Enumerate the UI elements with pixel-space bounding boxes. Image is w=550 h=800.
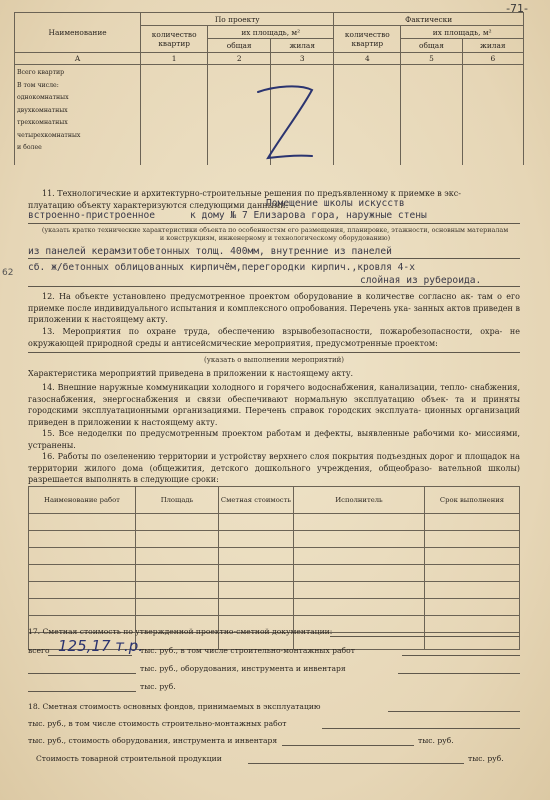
underline [48,655,132,656]
living-header-project: жилая [271,39,334,53]
typed-object-address: к дому № 7 Елизарова гора, наружные стены [190,210,427,221]
living-header-actual: жилая [462,39,523,53]
section-18-line3-end: тыс. руб. [468,754,504,763]
index-cell: 5 [401,53,462,65]
section-18-line3: Стоимость товарной строительной продукции [36,754,222,763]
section-13-tail [28,368,520,380]
underline [330,636,520,637]
header-cost: Сметная стоимость [219,487,294,514]
section-12 [28,291,520,326]
section-13-tail-text: Характеристика мероприятий приведена в приложении к настоящему акту. [28,369,354,378]
index-cell: А [15,53,141,65]
index-row [15,53,524,65]
index-cell: 2 [208,53,271,65]
section-14-text: 14. Внешние наружные коммуникации холодного и горячего водоснабжения, канализации, тепло- снабжения, газоснабжения, энергоснабжения и связи обеспечивают нормальную эксплуатацию объек- та и приняты городскими эксплуатационными организациями. Перечень справок городских эксплуата- ционных организаций приведен в приложении к настоящему акту. [28,383,520,427]
section-16 [28,451,520,486]
apartments-table [14,12,524,165]
underline [282,745,414,746]
header-executor: Исполнитель [294,487,425,514]
section-17-line2-end: тыс. руб. [140,682,176,691]
section-16-text: 16. Работы по озеленению территории и устройству верхнего слоя покрытия подъездных дорог и площадок на территории жилого дома (общежития, детского дошкольного учреждения, общеобразо- вательной школы) разрешается выполнять в следующие сроки: [28,452,520,484]
group-actual-header: Фактически [334,13,524,26]
typed-object-type: встроенно-пристроенное [28,210,156,221]
header-deadline: Срок выполнения [425,487,520,514]
row-label: Всего квартир [17,69,65,76]
underline [28,223,520,224]
section-18-line1: тыс. руб., в том числе стоимость строительно-монтажных работ [28,719,287,728]
underline [398,673,520,674]
table-row [29,582,520,599]
handwritten-total-cost: 125,17 т.р. [58,637,144,655]
header-area: Площадь [136,487,219,514]
total-header-actual: общая [401,39,462,53]
table-row [29,531,520,548]
group-project-header: По проекту [141,13,334,26]
section-13-note: (указать о выполнении мероприятий) [203,356,345,364]
row-label: четырехкомнатных [17,131,81,139]
typed-object-name: Помещение школы искусств [266,198,405,209]
section-12-text: 12. На объекте установлено предусмотренное проектом оборудование в количестве согласно ак- там о его приемке после индивидуального испытания и комплексного опробования. Перечень ука- занных актов приведен в приложении к настоящему акту. [28,292,520,324]
underline [402,655,520,656]
typed-roof: слойная из рубероида. [360,275,482,286]
table-row [29,514,520,531]
section-11-note: (указать кратко технические характеристики объекта по особенностям его размещения, планировке, этажности, основным материалам и конструкциям, инженерному и технологическому оборудованию) [41,226,509,242]
section-17-line1: тыс. руб., в том числе строительно-монтажных работ [140,646,355,655]
section-15 [28,428,520,451]
qty-header-project: количество квартир [141,26,208,53]
typed-partitions: сб. ж/бетонных облицованных кирпичём,перегородки кирпич.,кровля 4-х [28,262,415,273]
underline [28,673,136,674]
table-row [29,599,520,616]
section-17-line1-end: тыс. руб., оборудования, инструмента и инвентаря [140,664,346,673]
landscaping-table [28,486,520,650]
underline [322,728,520,729]
typed-walls: из панелей керамзитобетонных толщ. 400мм, внутренние из панелей [28,246,392,257]
section-13-text: 13. Мероприятия по охране труда, обеспечению взрывобезопасности, пожаробезопасности, охра- не окружающей природной среды и антисейсмические мероприятия, предусмотренные проектом: [28,327,520,348]
page-number: -71- [506,2,528,15]
margin-note: 62 [2,268,14,278]
col-name-header: Наименование [15,13,141,53]
underline [28,352,520,353]
section-15-text: 15. Все недоделки по предусмотренным проектом работам и дефекты, выявленные рабочими ко- миссиями, устранены. [28,429,520,450]
section-17-prefix: всего [28,646,50,655]
table-row [29,565,520,582]
underline [28,258,520,259]
index-cell: 3 [271,53,334,65]
index-cell: 1 [141,53,208,65]
section-18-title: 18. Сметная стоимость основных фондов, принимаемых в эксплуатацию [28,702,321,711]
qty-header-actual: количество квартир [334,26,401,53]
row-labels [15,65,141,165]
index-cell: 6 [462,53,523,65]
section-13 [28,326,520,349]
section-14 [28,382,520,428]
section-18-line2: тыс. руб., стоимость оборудования, инструмента и инвентаря [28,736,278,745]
underline [388,711,520,712]
underline [248,763,464,764]
header-work-name: Наименование работ [29,487,136,514]
table-row [29,548,520,565]
row-label: В том числе: [17,81,59,89]
area-group-project: их площадь, м² [208,26,334,39]
row-label: двухкомнатных [17,106,68,114]
row-label: однокомнатных [17,94,69,101]
row-label: и более [17,144,42,151]
section-18-line2-end: тыс. руб. [418,736,454,745]
area-group-actual: их площадь, м² [401,26,524,39]
underline [28,286,520,287]
index-cell: 4 [334,53,401,65]
underline [28,691,136,692]
section-11-line-a: 11. Технологические и архитектурно-строительные решения по предъявленному к приемке в экс- [42,189,461,198]
section-11-line-b: плуатацию объекту характеризуются следующими данными: [28,200,289,210]
total-header-project: общая [208,39,271,53]
section-17-title: 17. Сметная стоимость по утвержденной проектно-сметной документации: [28,627,333,636]
row-label: трехкомнатных [17,119,68,126]
